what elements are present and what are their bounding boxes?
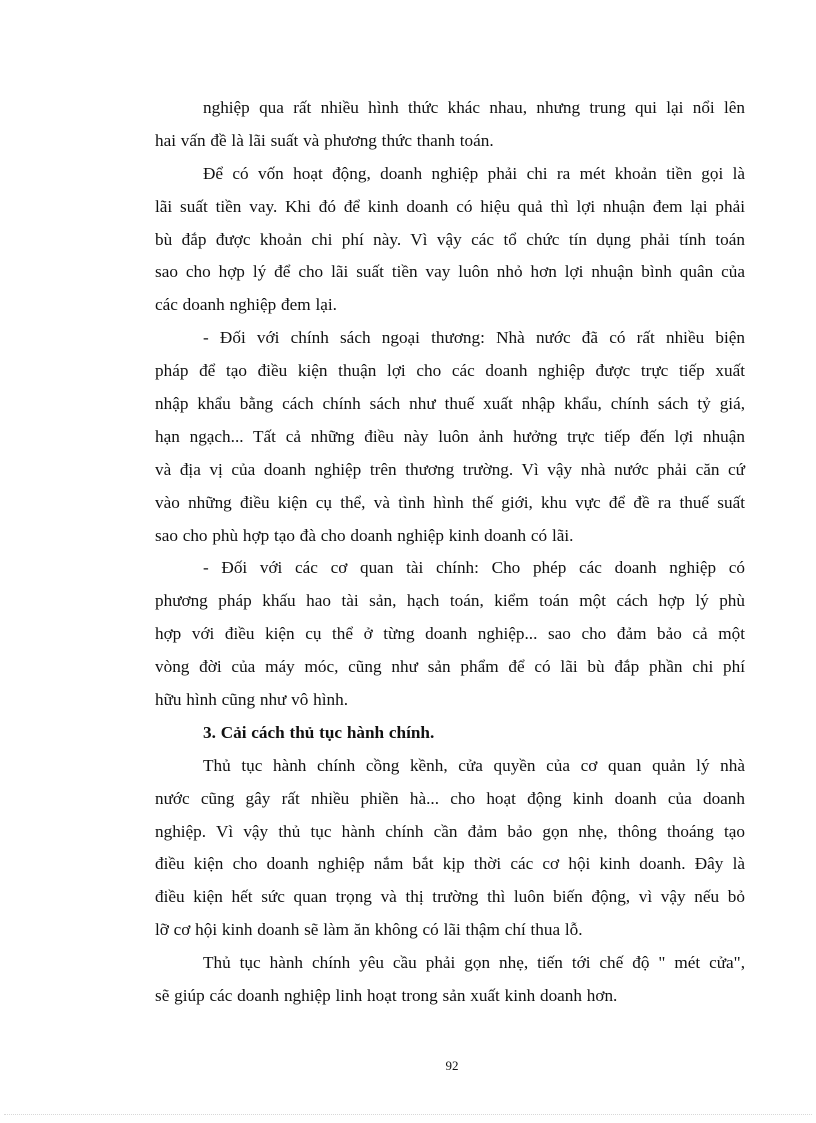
text-line: hợp với điều kiện cụ thể ở từng doanh nghiệp... sao cho đảm bảo cả một — [155, 624, 745, 644]
text-line: sao cho phù hợp tạo đà cho doanh nghiệp kinh doanh có lãi. — [155, 525, 574, 545]
page-number: 92 — [445, 1058, 459, 1073]
text-line: bù đắp được khoản chi phí này. Vì vậy các tổ chức tín dụng phải tính toán — [155, 229, 745, 249]
text-line: lỡ cơ hội kinh doanh sẽ làm ăn không có lãi thậm chí thua lỗ. — [155, 920, 583, 940]
text-line: pháp để tạo điều kiện thuận lợi cho các doanh nghiệp được trực tiếp xuất — [155, 361, 745, 381]
section-heading: 3. Cải cách thủ tục hành chính. — [203, 722, 435, 742]
text-line: Thủ tục hành chính cồng kềnh, cửa quyền của cơ quan quản lý nhà — [203, 755, 745, 775]
text-line: các doanh nghiệp đem lại. — [155, 295, 337, 315]
text-line: nghiệp qua rất nhiều hình thức khác nhau, nhưng trung qui lại nổi lên — [203, 98, 745, 117]
text-line: lãi suất tiền vay. Khi đó để kinh doanh có hiệu quả thì lợi nhuận đem lại phải — [155, 196, 745, 216]
text-line: hữu hình cũng như vô hình. — [155, 690, 348, 710]
text-line: Thủ tục hành chính yêu cầu phải gọn nhẹ, tiến tới chế độ " mét cửa", — [203, 953, 745, 973]
text-line: điều kiện hết sức quan trọng và thị trường thì luôn biến động, vì vậy nếu bỏ — [155, 887, 745, 907]
text-line: và địa vị của doanh nghiệp trên thương trường. Vì vậy nhà nước phải căn cứ — [155, 459, 745, 479]
text-line: sao cho hợp lý để cho lãi suất tiền vay luôn nhỏ hơn lợi nhuận bình quân của — [155, 262, 745, 282]
text-line: hai vấn đề là lãi suất và phương thức thanh toán. — [155, 130, 494, 150]
body-text — [155, 92, 745, 1013]
page-bottom-divider — [4, 1114, 812, 1115]
text-line: - Đối với chính sách ngoại thương: Nhà nước đã có rất nhiều biện — [203, 328, 745, 348]
text-line: vào những điều kiện cụ thể, và tình hình thế giới, khu vực để đề ra thuế suất — [155, 492, 745, 512]
text-line: phương pháp khấu hao tài sản, hạch toán, kiểm toán một cách hợp lý phù — [155, 591, 745, 611]
text-line: điều kiện cho doanh nghiệp nắm bắt kịp thời các cơ hội kinh doanh. Đây là — [155, 854, 745, 874]
text-line: nghiệp. Vì vậy thủ tục hành chính cần đảm bảo gọn nhẹ, thông thoáng tạo — [155, 821, 745, 841]
text-line: nước cũng gây rất nhiều phiền hà... cho hoạt động kinh doanh của doanh — [155, 788, 745, 808]
text-line: Để có vốn hoạt động, doanh nghiệp phải chi ra mét khoản tiền gọi là — [203, 163, 745, 183]
text-line: nhập khẩu bằng cách chính sách như thuế xuất nhập khẩu, chính sách tỷ giá, — [155, 394, 745, 414]
text-line: - Đối với các cơ quan tài chính: Cho phép các doanh nghiệp có — [203, 558, 745, 578]
text-line: vòng đời của máy móc, cũng như sản phẩm để có lãi bù đắp phần chi phí — [155, 657, 745, 677]
text-line: hạn ngạch... Tất cả những điều này luôn ảnh hưởng trực tiếp đến lợi nhuận — [155, 426, 745, 446]
text-line: sẽ giúp các doanh nghiệp linh hoạt trong sản xuất kinh doanh hơn. — [155, 986, 618, 1006]
